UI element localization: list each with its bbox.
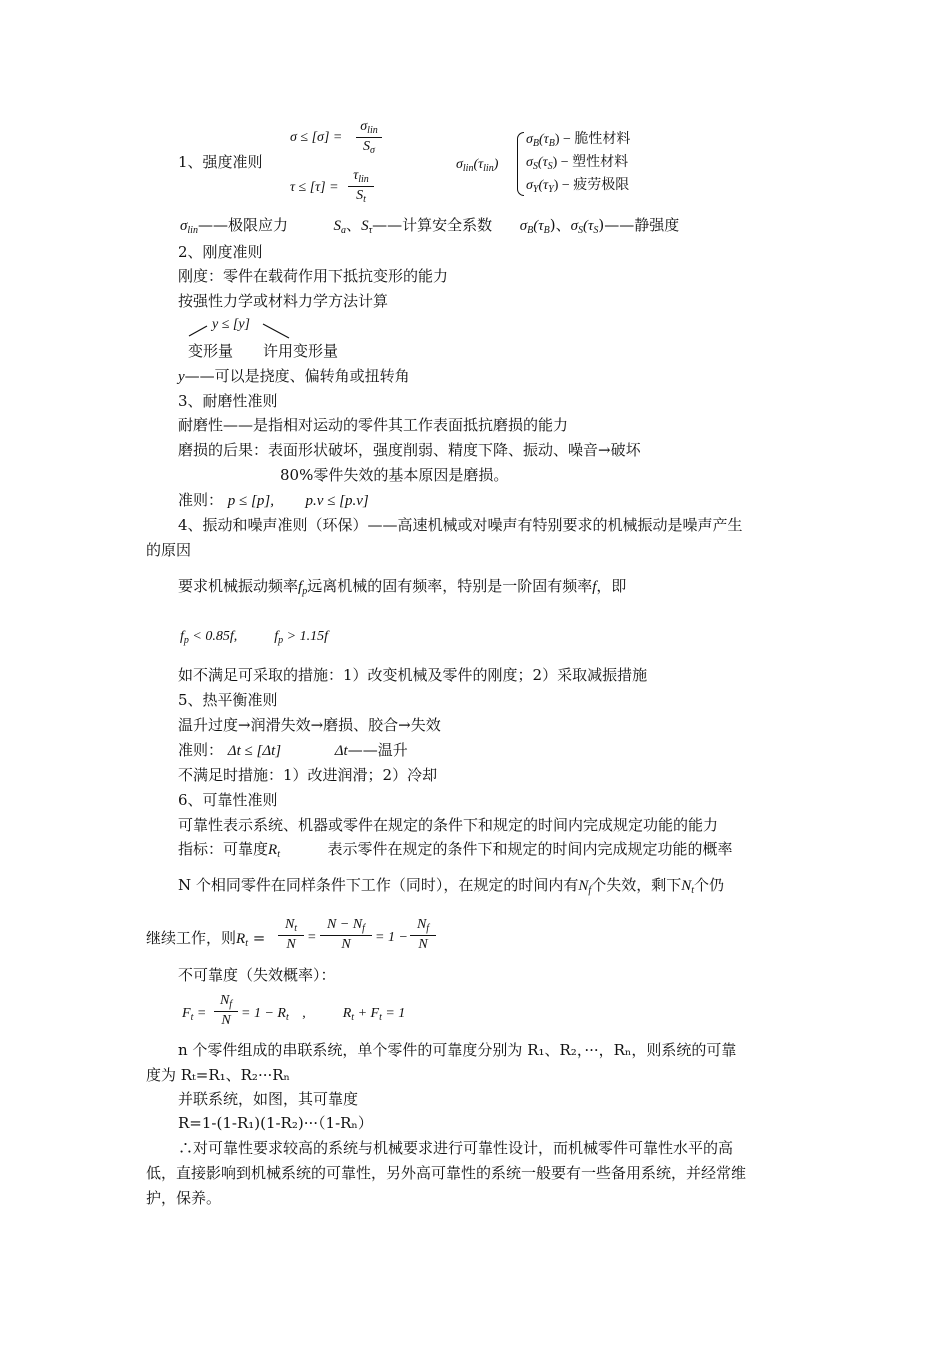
- vibration-requirement: 要求机械振动频率$f_p$远离机械的固有频率，特别是一阶固有频率f，即: [178, 577, 627, 597]
- heat-criterion: 准则： Δt ≤ [Δt] Δt——温升: [178, 741, 408, 759]
- series-system-line1: n 个零件组成的串联系统，单个零件的可靠度分别为 R₁、R₂，···，Rₙ，则系统的可靠: [178, 1041, 737, 1059]
- section-6-title: 6、可靠性准则: [178, 791, 278, 809]
- wear-definition: 耐磨性——是指相对运动的零件其工作表面抵抗磨损的能力: [178, 416, 569, 434]
- series-system-line2: 度为 Rₜ=R₁、R₂···Rₙ: [146, 1066, 291, 1084]
- case-fatigue: $\sigma_Y(\tau_Y)$ − 疲劳极限: [526, 178, 630, 195]
- strength-definitions: $\sigma_{lin}——$极限应力 $S_a$、$S_\tau——$计算安全系数 $\sigma_B(\tau_B)$、$\sigma_S(\tau_S)——$静强度: [180, 216, 680, 236]
- limit-stress-lhs: $\sigma_{lin}(\tau_{lin})$: [456, 157, 499, 174]
- conclusion-line2: 低，直接影响到机械系统的可靠性，另外高可靠性的系统一般要有一些备用系统，并经常维: [146, 1164, 747, 1182]
- unreliability-rhs: = $1 - R_t$ , $R_t + F_t = 1$: [241, 1006, 406, 1023]
- heat-measures: 不满足时措施：1）改进润滑；2）冷却: [178, 766, 438, 784]
- stiffness-definition: 刚度：零件在载荷作用下抵抗变形的能力: [178, 267, 449, 285]
- parallel-formula: R=1-(1-R₁)(1-R₂)···（1-Rₙ）: [178, 1114, 373, 1132]
- unreliability-lhs: $F_t$ =: [182, 1006, 207, 1023]
- y-definition: y——可以是挠度、偏转角或扭转角: [178, 367, 410, 385]
- reliability-eq-3: = 1 −: [375, 930, 408, 945]
- unreliability-label: 不可靠度（失效概率）：: [178, 966, 336, 984]
- section-2-title: 2、刚度准则: [178, 243, 263, 261]
- reliability-formula-lead: 继续工作，则$R_t$ =: [146, 929, 266, 949]
- vibration-inequalities: $f_p < 0.85f$, $f_p > 1.15f$: [180, 629, 328, 646]
- stiffness-pointer-lines: [185, 318, 295, 340]
- strength-formula-sigma: σ ≤ [σ] =: [290, 130, 343, 145]
- section-5-title: 5、热平衡准则: [178, 691, 278, 709]
- reliability-fraction-1: $N_t$ N: [278, 917, 304, 953]
- unreliability-fraction: $N_f$ N: [214, 993, 238, 1029]
- case-plastic: $\sigma_S(\tau_S)$ − 塑性材料: [526, 155, 629, 172]
- strength-fraction-sigma: $\sigma_{lin}$ $S_\sigma$: [356, 119, 382, 156]
- cases-brace: [517, 132, 524, 196]
- strength-formula-tau: τ ≤ [τ] =: [290, 180, 339, 195]
- wear-criterion: 准则： p ≤ [p], p.v ≤ [p.v]: [178, 491, 369, 509]
- reliability-fraction-3: $N_f$ N: [410, 917, 436, 953]
- parallel-system: 并联系统，如图，其可靠度: [178, 1090, 359, 1108]
- wear-consequence: 磨损的后果：表面形状破坏，强度削弱、精度下降、振动、噪音→破坏: [178, 441, 641, 459]
- reliability-index: 指标：可靠度$R_t$ 表示零件在规定的条件下和规定的时间内完成规定功能的概率: [178, 840, 733, 860]
- reliability-fraction-2: $N - N_f$ N: [320, 917, 372, 953]
- section-4-title: 4、振动和噪声准则（环保）——高速机械或对噪声有特别要求的机械振动是噪声产生: [178, 516, 743, 534]
- conclusion-line1: ∴对可靠性要求较高的系统与机械要求进行可靠性设计，而机械零件可靠性水平的高: [178, 1139, 734, 1157]
- allowed-deformation-label: 许用变形量: [263, 342, 339, 360]
- stiffness-formula: y ≤ [y]: [212, 317, 251, 332]
- strength-fraction-tau: $\tau_{lin}$ $S_t$: [348, 168, 374, 205]
- case-brittle: $\sigma_B(\tau_B)$ − 脆性材料: [526, 132, 631, 149]
- heat-chain: 温升过度→润滑失效→磨损、胶合→失效: [178, 716, 441, 734]
- reliability-eq-2: =: [307, 930, 317, 945]
- failure-count-line: N 个相同零件在同样条件下工作（同时），在规定的时间内有$N_f$个失效，剩下$N_t$个仍: [178, 876, 725, 896]
- section-3-title: 3、耐磨性准则: [178, 392, 278, 410]
- section-1-title: 1、强度准则: [178, 153, 263, 171]
- vibration-measures: 如不满足可采取的措施：1）改变机械及零件的刚度；2）采取减振措施: [178, 666, 648, 684]
- reliability-definition: 可靠性表示系统、机器或零件在规定的条件下和规定的时间内完成规定功能的能力: [178, 816, 719, 834]
- stiffness-method: 按强性力学或材料力学方法计算: [178, 292, 389, 310]
- wear-percent: 80%零件失效的基本原因是磨损。: [280, 466, 509, 484]
- conclusion-line3: 护，保养。: [146, 1189, 222, 1207]
- deformation-label: 变形量: [188, 342, 234, 360]
- section-4-title-cont: 的原因: [146, 541, 192, 559]
